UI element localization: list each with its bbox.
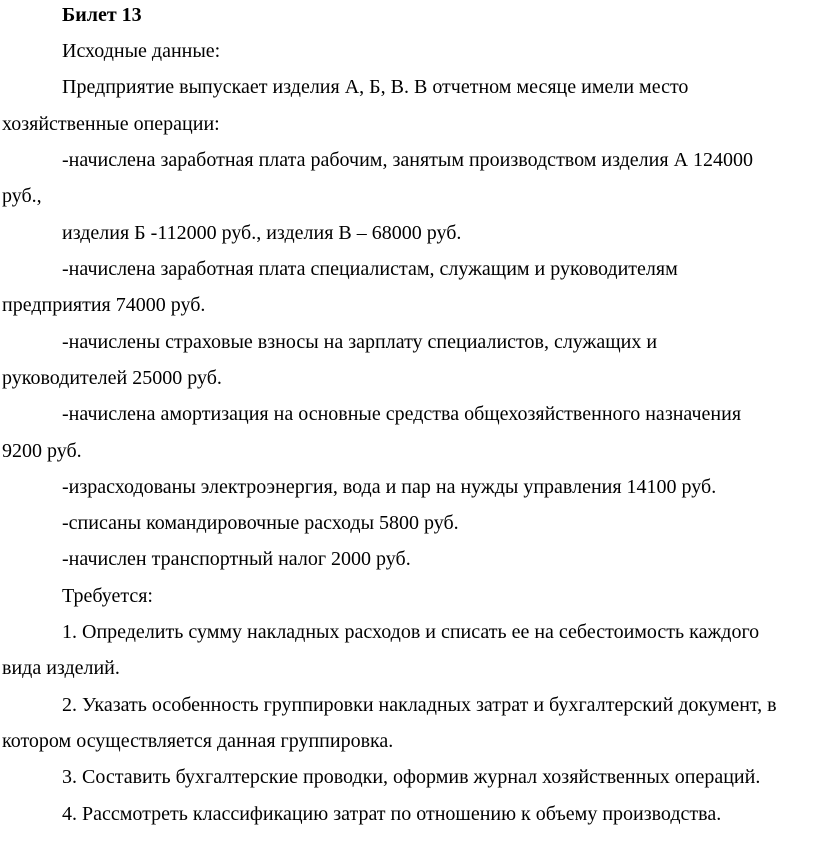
operation-3-line1: -начислена заработная плата специалистам, служащим и руководителям <box>62 258 678 280</box>
requirement-1-line1: 1. Определить сумму накладных расходов и списать ее на себестоимость каждого <box>62 621 760 643</box>
operation-4-line1: -начислены страховые взносы на зарплату специалистов, служащих и <box>62 331 658 353</box>
operation-8-line1: -начислен транспортный налог 2000 руб. <box>62 548 411 570</box>
requirement-2-line2: котором осуществляется данная группировка. <box>2 730 394 752</box>
operation-1-line1: -начислена заработная плата рабочим, занятым производством изделия А 124000 <box>62 149 754 171</box>
requirement-3-line1: 3. Составить бухгалтерские проводки, оформив журнал хозяйственных операций. <box>62 766 761 788</box>
ticket-title: Билет 13 <box>62 4 142 26</box>
task-intro-line1: Предприятие выпускает изделия А, Б, В. В отчетном месяце имели место <box>62 76 689 98</box>
task-intro-line2: хозяйственные операции: <box>2 113 220 135</box>
operation-3-line2: предприятия 74000 руб. <box>2 294 206 316</box>
initial-data-label: Исходные данные: <box>62 40 221 62</box>
operation-7-line1: -списаны командировочные расходы 5800 руб. <box>62 512 459 534</box>
operation-4-line2: руководителей 25000 руб. <box>2 367 222 389</box>
requirement-1-line2: вида изделий. <box>2 657 120 679</box>
requirement-4-line1: 4. Рассмотреть классификацию затрат по отношению к объему производства. <box>62 803 722 825</box>
operation-6-line1: -израсходованы электроэнергия, вода и пар на нужды управления 14100 руб. <box>62 476 717 498</box>
requirements-label: Требуется: <box>62 585 153 607</box>
operation-2-line1: изделия Б -112000 руб., изделия В – 68000 руб. <box>62 222 462 244</box>
operation-1-line2: руб., <box>2 185 42 207</box>
operation-5-line2: 9200 руб. <box>2 440 82 462</box>
requirement-2-line1: 2. Указать особенность группировки накладных затрат и бухгалтерский документ, в <box>62 694 777 716</box>
operation-5-line1: -начислена амортизация на основные средства общехозяйственного назначения <box>62 403 742 425</box>
